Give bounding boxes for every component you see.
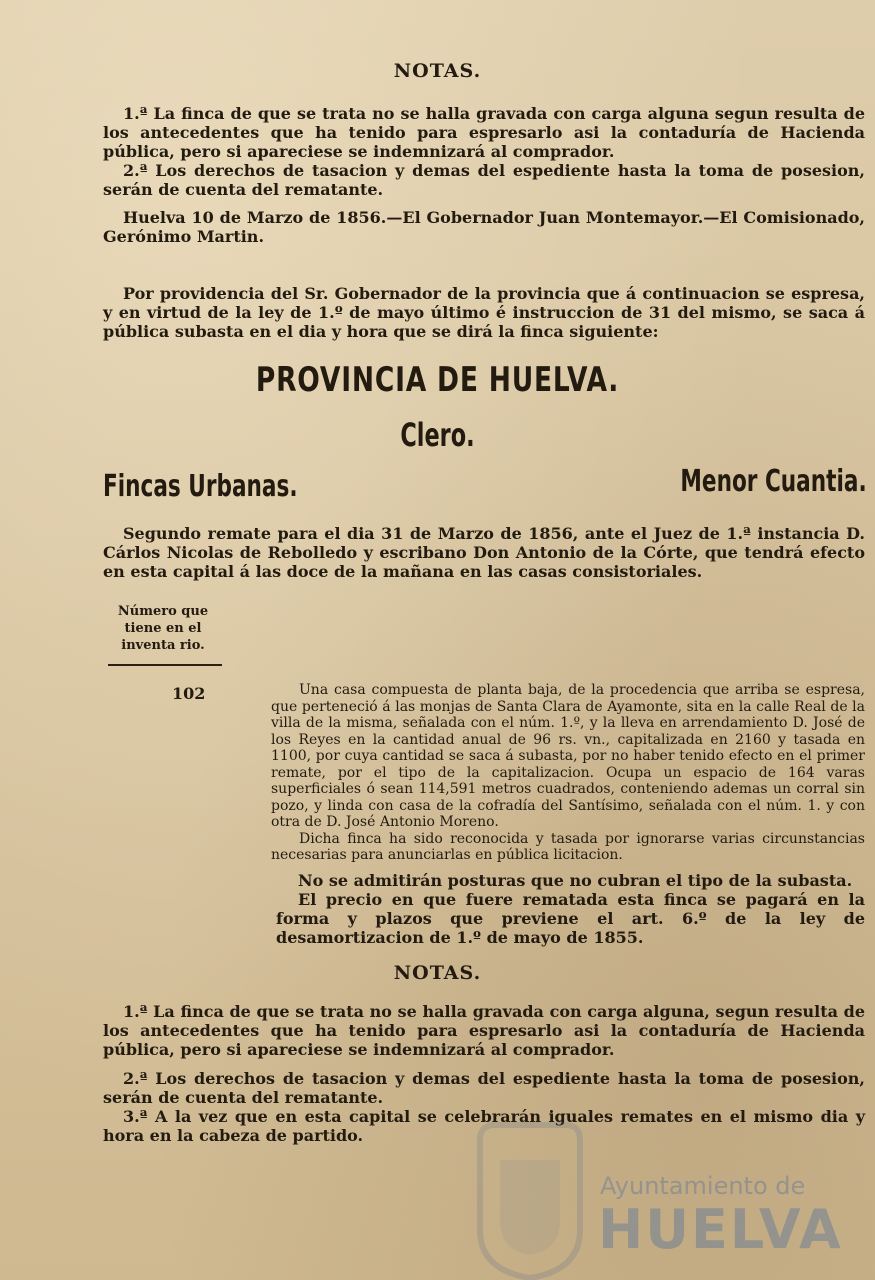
bottom-note-1: 1.ª La finca de que se trata no se halla gravada con carga alguna, segun resulta de los antecedentes que ha tenido para espresarlo asi la contaduría de Hacienda pública, pero si apareciese se indemnizará al comprador. xyxy=(103,1002,865,1059)
notes-title-bottom: NOTAS. xyxy=(393,962,482,984)
watermark-line-1: Ayuntamiento de xyxy=(600,1172,806,1200)
top-note-2: 2.ª Los derechos de tasacion y demas del espediente hasta la toma de posesion, serán de cuenta del rematante. xyxy=(103,161,865,199)
item-number: 102 xyxy=(172,684,206,703)
condition-2: El precio en que fuere rematada esta finca se pagará en la forma y plazos que previene el art. 6.º de la ley de desamortizacion de 1.º de mayo de 1855. xyxy=(276,890,865,947)
bottom-note-2: 2.ª Los derechos de tasacion y demas del espediente hasta la toma de posesion, serán de cuenta del rematante. xyxy=(103,1069,865,1107)
item-description-block xyxy=(271,682,865,864)
bottom-note-3: 3.ª A la vez que en esta capital se celebrarán iguales remates en el mismo dia y hora en la cabeza de partido. xyxy=(103,1107,865,1145)
top-note-1: 1.ª La finca de que se trata no se halla gravada con carga alguna segun resulta de los antecedentes que ha tenido para espresarlo asi la contaduría de Hacienda pública, pero si apareciese se indemnizará al comprador. xyxy=(103,104,865,161)
section-title: Clero. xyxy=(400,416,475,454)
notes-title-top: NOTAS. xyxy=(393,60,482,82)
item-description: Una casa compuesta de planta baja, de la procedencia que arriba se espresa, que perteneció á las monjas de Santa Clara de Ayamonte, sita en la calle Real de la villa de la misma, señalada con el núm. 1.º, y la lleva en arrendamiento D. José de los Reyes en la cantidad anual de 96 rs. vn., capitalizada en 2160 y tasada en 1100, por cuya cantidad se saca á subasta, por no haber tenido efecto en el primer remate, por el tipo de la capitalizacion. Ocupa un espacio de 164 varas superficiales ó sean 114,591 metros cuadrados, conteniendo ademas un corral sin pozo, y linda con casa de la cofradía del Santísimo, señalada con el núm. 1. y con otra de D. José Antonio Moreno. xyxy=(271,682,865,830)
conditions-block xyxy=(276,871,865,947)
right-heading: Menor Cuantia. xyxy=(680,464,867,499)
item-note: Dicha finca ha sido reconocida y tasada por ignorarse varias circunstancias necesarias para anunciarlas en pública licitacion. xyxy=(271,830,865,863)
intro-paragraph: Por providencia del Sr. Gobernador de la provincia que á continuacion se espresa, y en virtud de la ley de 1.º de mayo último é instruccion de 31 del mismo, se saca á pública subasta en el dia y hora que se dirá la finca siguiente: xyxy=(103,284,865,341)
number-column-header: Número que tiene en el inventa rio. xyxy=(117,604,209,653)
auction-paragraph: Segundo remate para el dia 31 de Marzo de 1856, ante el Juez de 1.ª instancia D. Cárlos Nicolas de Rebolledo y escribano Don Antonio de la Córte, que tendrá efecto en esta capital á las doce de la mañana en las casas consistoriales. xyxy=(103,524,865,581)
signature-line: Huelva 10 de Marzo de 1856.—El Gobernador Juan Montemayor.—El Comisionado, Gerónimo Martin. xyxy=(103,208,865,246)
watermark-line-2: HUELVA xyxy=(598,1198,843,1261)
header-rule xyxy=(108,664,222,666)
condition-1: No se admitirán posturas que no cubran el tipo de la subasta. xyxy=(298,871,853,890)
province-title: PROVINCIA DE HUELVA. xyxy=(255,360,620,400)
left-heading: Fincas Urbanas. xyxy=(103,469,298,504)
